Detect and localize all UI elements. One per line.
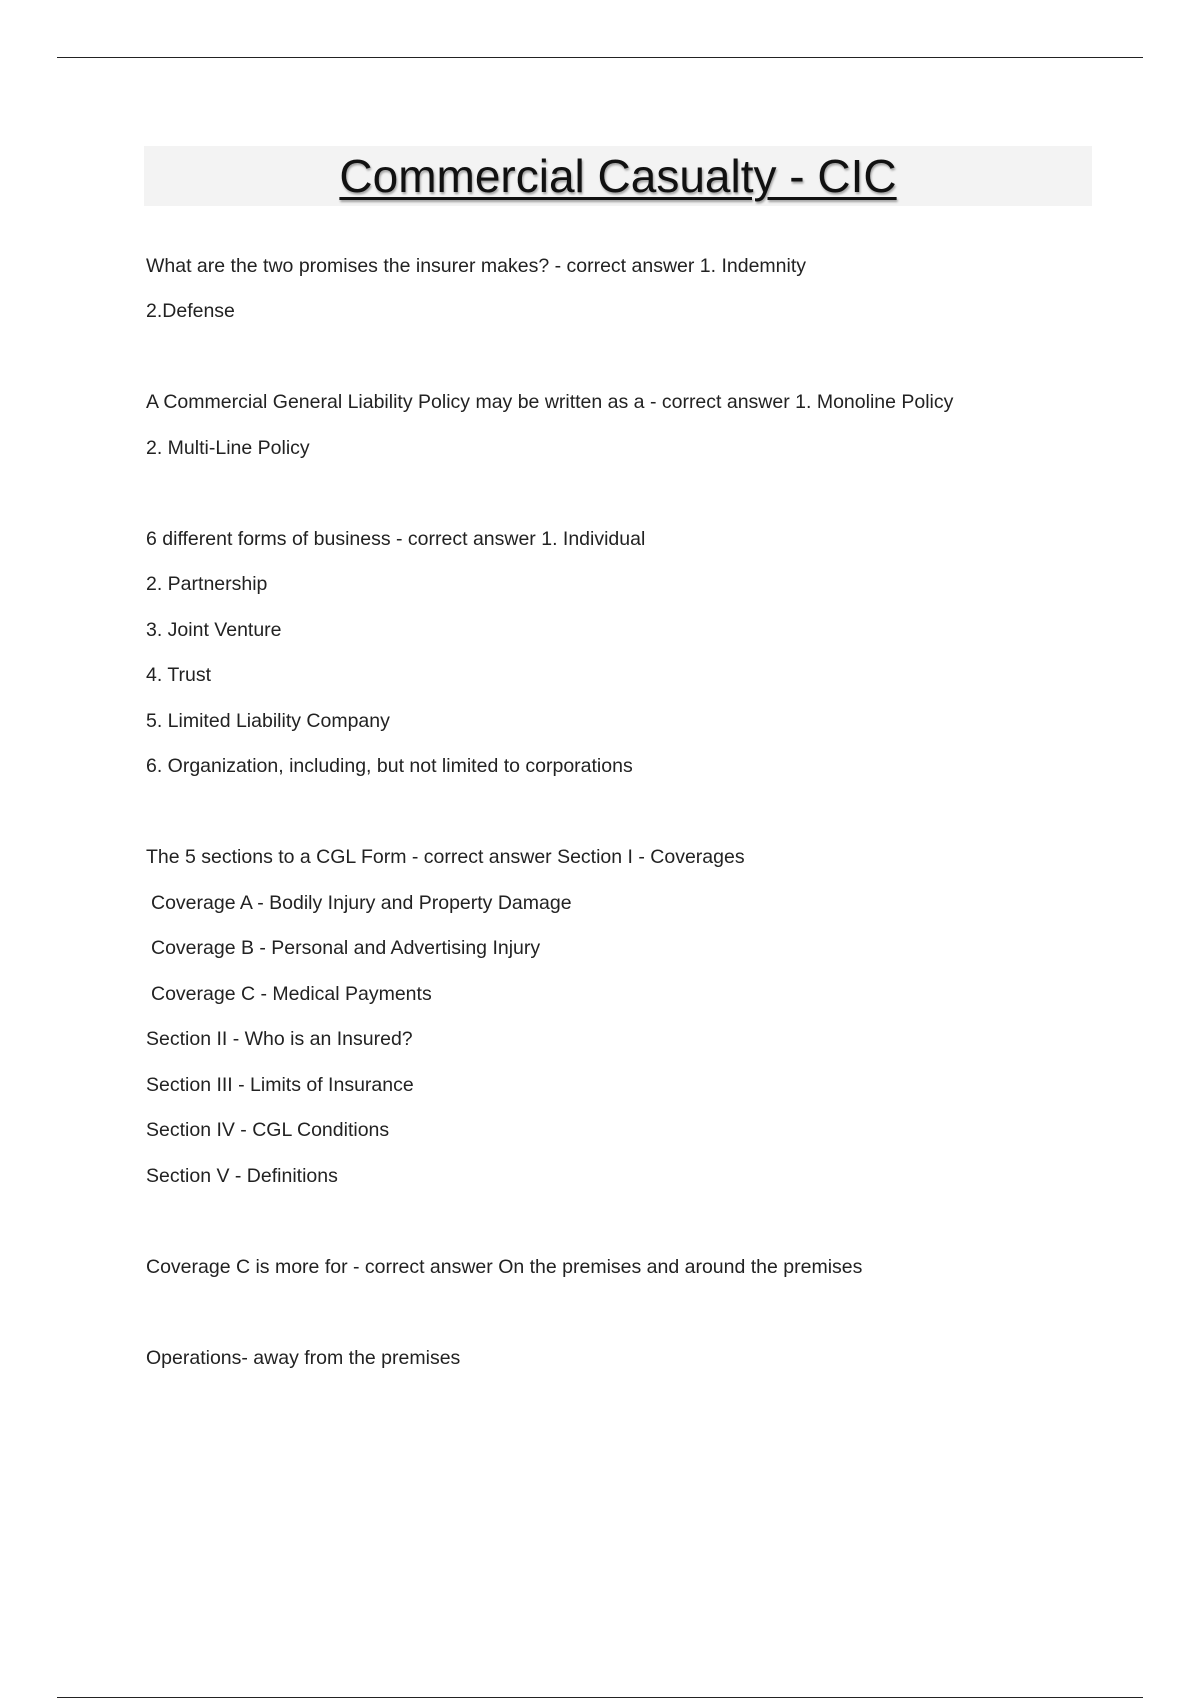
qa-line-answer-3d: 4. Trust	[146, 664, 212, 686]
qa-line-answer-2b: 2. Multi-Line Policy	[146, 437, 310, 459]
qa-line-section-4: Section IV - CGL Conditions	[146, 1119, 390, 1141]
qa-line-section-5: Section V - Definitions	[146, 1165, 338, 1187]
qa-line-answer-1b: 2.Defense	[146, 300, 235, 322]
qa-line-coverage-b: Coverage B - Personal and Advertising Injury	[151, 937, 541, 959]
qa-line-answer-3f: 6. Organization, including, but not limited to corporations	[146, 755, 633, 777]
qa-line-operations: Operations- away from the premises	[146, 1347, 461, 1369]
title-banner	[144, 146, 1092, 206]
qa-line-question-2: A Commercial General Liability Policy may be written as a - correct answer 1. Monoline Policy	[146, 391, 954, 413]
qa-line-section-3: Section III - Limits of Insurance	[146, 1074, 414, 1096]
qa-line-coverage-c: Coverage C - Medical Payments	[151, 983, 432, 1005]
qa-line-question-3: 6 different forms of business - correct answer 1. Individual	[146, 528, 646, 550]
qa-line-answer-3b: 2. Partnership	[146, 573, 268, 595]
qa-line-answer-3e: 5. Limited Liability Company	[146, 710, 390, 732]
footer-rule	[57, 1697, 1143, 1698]
page-title: Commercial Casualty - CIC	[339, 150, 897, 202]
qa-line-section-2: Section II - Who is an Insured?	[146, 1028, 413, 1050]
qa-line-question-1: What are the two promises the insurer makes? - correct answer 1. Indemnity	[146, 255, 807, 277]
qa-line-question-5: Coverage C is more for - correct answer On the premises and around the premises	[146, 1256, 863, 1278]
header-rule	[57, 57, 1143, 58]
qa-line-coverage-a: Coverage A - Bodily Injury and Property Damage	[151, 892, 572, 914]
qa-line-question-4: The 5 sections to a CGL Form - correct answer Section I - Coverages	[146, 846, 745, 868]
qa-line-answer-3c: 3. Joint Venture	[146, 619, 282, 641]
